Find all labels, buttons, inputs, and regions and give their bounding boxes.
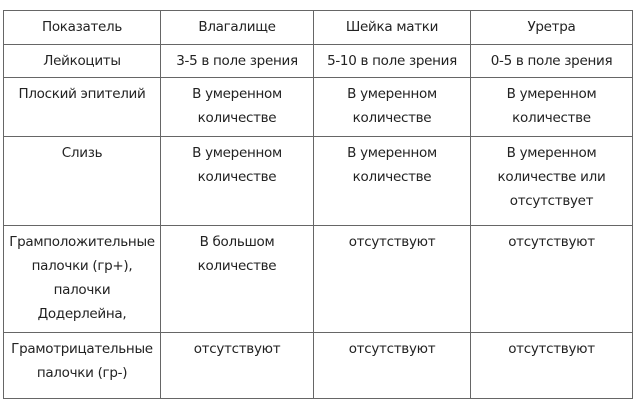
table-cell: [314, 78, 471, 137]
column-header: Шейка матки: [314, 11, 471, 45]
cell-text: палочки: [53, 282, 111, 298]
table-row: [4, 333, 633, 399]
table-cell: [314, 137, 471, 226]
cell-text: отсутствуют: [348, 341, 436, 357]
column-header: Уретра: [471, 11, 633, 45]
row-label: [4, 45, 161, 78]
cell-text: 5-10 в поле зрения: [327, 53, 457, 69]
table-row: [4, 78, 633, 137]
column-header: Показатель: [4, 11, 161, 45]
cell-text: В умеренном: [506, 145, 597, 161]
cell-text: Додерлейна,: [37, 306, 127, 322]
cell-text: отсутствуют: [193, 341, 281, 357]
table-cell: [161, 45, 314, 78]
cell-text: количестве или: [497, 169, 606, 185]
cell-text: отсутствует: [509, 193, 594, 209]
cell-text: количестве: [512, 110, 591, 126]
column-header: Влагалище: [161, 11, 314, 45]
table-cell: [161, 226, 314, 333]
table-cell: [471, 45, 633, 78]
cell-text: отсутствуют: [508, 341, 595, 357]
table-row: [4, 226, 633, 333]
table-cell: [161, 137, 314, 226]
header-row: [4, 11, 633, 45]
cell-text: палочки (гр-): [36, 365, 128, 381]
smear-table: [3, 10, 633, 399]
table-cell: [471, 78, 633, 137]
cell-text: количестве: [197, 258, 277, 274]
cell-text: Слизь: [61, 145, 103, 161]
cell-text: количестве: [197, 110, 277, 126]
cell-text: палочки (гр+),: [31, 258, 133, 274]
row-label: [4, 226, 161, 333]
table-cell: [471, 137, 633, 226]
cell-text: отсутствуют: [348, 234, 436, 250]
row-label: [4, 137, 161, 226]
cell-text: В большом: [199, 234, 275, 250]
cell-text: количестве: [352, 169, 432, 185]
cell-text: В умеренном: [192, 145, 282, 161]
cell-text: Плоский эпителий: [18, 86, 146, 102]
row-label: [4, 333, 161, 399]
table-cell: [314, 333, 471, 399]
cell-text: Лейкоциты: [43, 53, 121, 69]
cell-text: отсутствуют: [508, 234, 595, 250]
cell-text: 0-5 в поле зрения: [490, 53, 613, 69]
table-cell: [471, 226, 633, 333]
cell-text: 3-5 в поле зрения: [176, 53, 298, 69]
row-label: [4, 78, 161, 137]
table-cell: [314, 45, 471, 78]
cell-text: В умеренном: [506, 86, 597, 102]
cell-text: В умеренном: [192, 86, 282, 102]
cell-text: Грамотрицательные: [11, 341, 153, 357]
table-row: [4, 137, 633, 226]
cell-text: В умеренном: [347, 86, 437, 102]
cell-text: Грамположительные: [9, 234, 155, 250]
cell-text: количестве: [352, 110, 432, 126]
table-cell: [471, 333, 633, 399]
table-row: [4, 45, 633, 78]
table-cell: [314, 226, 471, 333]
cell-text: В умеренном: [347, 145, 437, 161]
table-cell: [161, 78, 314, 137]
table-cell: [161, 333, 314, 399]
cell-text: количестве: [197, 169, 277, 185]
